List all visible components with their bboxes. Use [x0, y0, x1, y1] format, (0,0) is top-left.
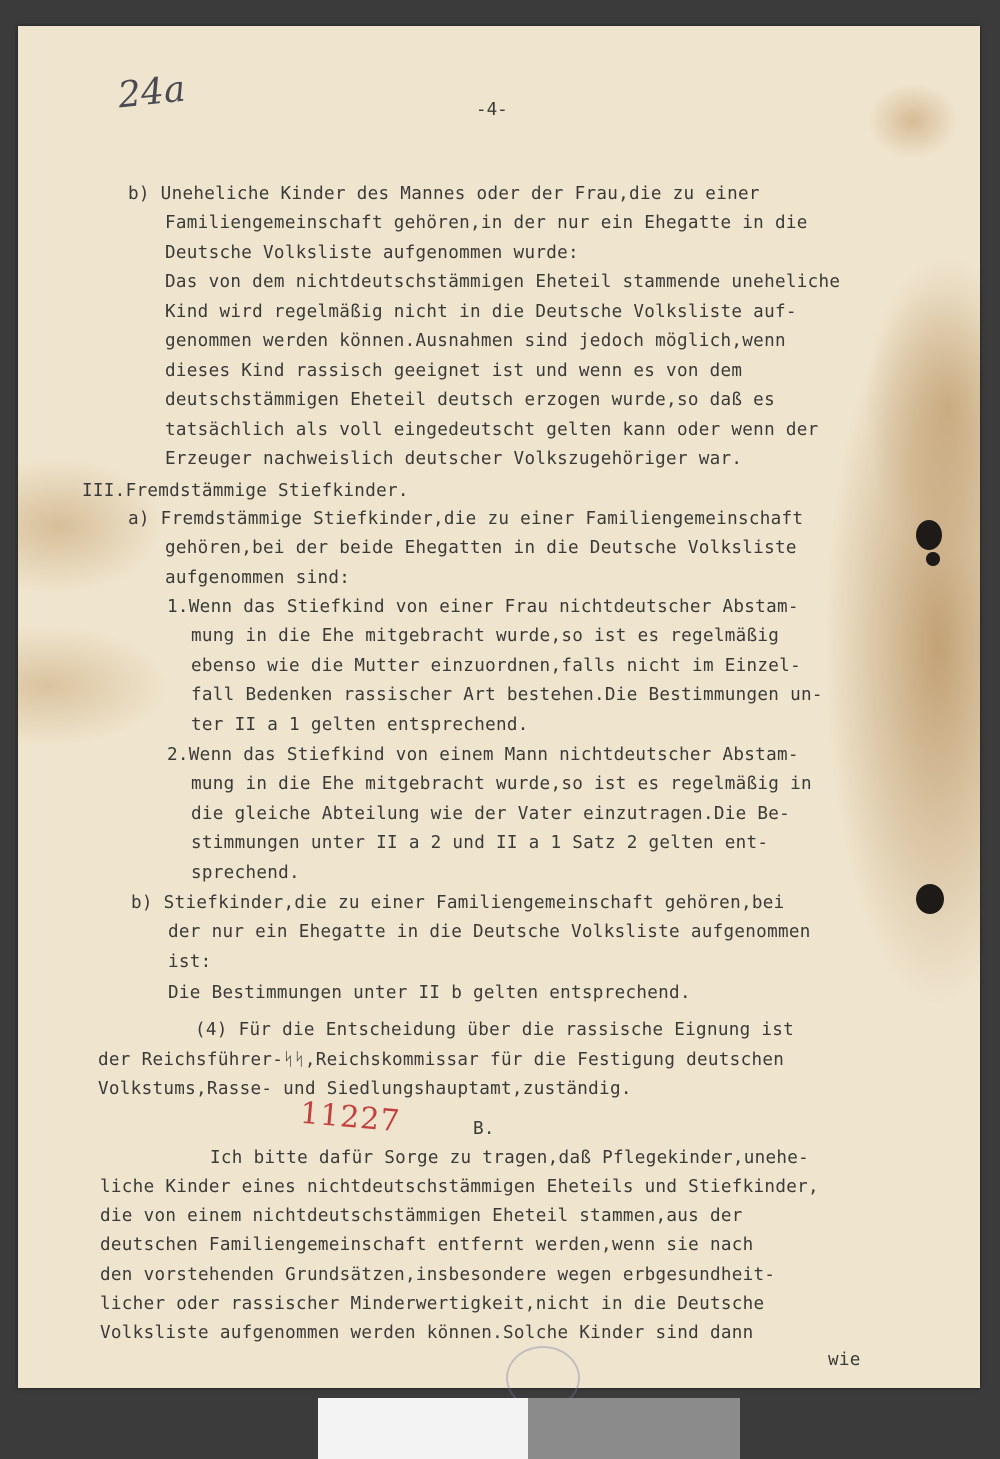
- text-line: Kind wird regelmäßig nicht in die Deutsche Volksliste auf-: [165, 302, 797, 322]
- text-line: Volksliste aufgenommen werden können.Solche Kinder sind dann: [100, 1323, 754, 1343]
- text-line: mung in die Ehe mitgebracht wurde,so ist es regelmäßig in: [191, 774, 812, 794]
- archive-stamp-number: 11227: [298, 1095, 402, 1140]
- text-line: 1.Wenn das Stiefkind von einer Frau nichtdeutscher Abstam-: [167, 597, 799, 617]
- text-line: liche Kinder eines nichtdeutschstämmigen Eheteils und Stiefkinder,: [100, 1177, 819, 1197]
- text-line: III.Fremdstämmige Stiefkinder.: [82, 481, 409, 501]
- text-line: wie: [828, 1350, 861, 1370]
- text-line: mung in die Ehe mitgebracht wurde,so ist es regelmäßig: [191, 626, 780, 646]
- archive-label: [318, 1398, 528, 1459]
- text-line: dieses Kind rassisch geeignet ist und wenn es von dem: [165, 361, 743, 381]
- text-line: (4) Für die Entscheidung über die rassische Eignung ist: [195, 1020, 795, 1040]
- text-line: 2.Wenn das Stiefkind von einem Mann nichtdeutscher Abstam-: [167, 745, 799, 765]
- page-number: -4-: [476, 100, 508, 120]
- text-line: genommen werden können.Ausnahmen sind jedoch möglich,wenn: [165, 331, 786, 351]
- text-line: sprechend.: [191, 863, 300, 883]
- text-line: den vorstehenden Grundsätzen,insbesondere wegen erbgesundheit-: [100, 1265, 776, 1285]
- text-line: Erzeuger nachweislich deutscher Volkszugehöriger war.: [165, 449, 743, 469]
- punch-hole-middle: [926, 552, 940, 566]
- text-line: stimmungen unter II a 2 und II a 1 Satz 2 gelten ent-: [191, 833, 769, 853]
- text-line: gehören,bei der beide Ehegatten in die Deutsche Volksliste: [165, 538, 797, 558]
- text-line: Familiengemeinschaft gehören,in der nur ein Ehegatte in die: [165, 213, 808, 233]
- scan-calibration-strip: [528, 1398, 740, 1459]
- text-line: B.: [473, 1119, 495, 1139]
- text-line: Volkstums,Rasse- und Siedlungshauptamt,zuständig.: [98, 1079, 632, 1099]
- text-line: b) Stiefkinder,die zu einer Familiengemeinschaft gehören,bei: [131, 893, 785, 913]
- text-line: der nur ein Ehegatte in die Deutsche Volksliste aufgenommen: [168, 922, 811, 942]
- punch-hole-bottom: [916, 884, 944, 914]
- text-line: Ich bitte dafür Sorge zu tragen,daß Pflegekinder,unehe-: [210, 1148, 810, 1168]
- text-line: ter II a 1 gelten entsprechend.: [191, 715, 529, 735]
- text-line: Deutsche Volksliste aufgenommen wurde:: [165, 243, 579, 263]
- text-line: der Reichsführer-ᛋᛋ,Reichskommissar für die Festigung deutschen: [98, 1050, 785, 1070]
- text-line: a) Fremdstämmige Stiefkinder,die zu einer Familiengemeinschaft: [128, 509, 804, 529]
- text-line: Das von dem nichtdeutschstämmigen Eheteil stammende uneheliche: [165, 272, 841, 292]
- text-line: deutschen Familiengemeinschaft entfernt werden,wenn sie nach: [100, 1235, 754, 1255]
- text-line: Die Bestimmungen unter II b gelten entsprechend.: [168, 983, 691, 1003]
- text-line: ebenso wie die Mutter einzuordnen,falls nicht im Einzel-: [191, 656, 801, 676]
- punch-hole-top: [916, 520, 942, 550]
- text-line: b) Uneheliche Kinder des Mannes oder der Frau,die zu einer: [128, 184, 760, 204]
- text-line: fall Bedenken rassischer Art bestehen.Die Bestimmungen un-: [191, 685, 823, 705]
- text-line: aufgenommen sind:: [165, 568, 351, 588]
- text-line: die von einem nichtdeutschstämmigen Eheteil stammen,aus der: [100, 1206, 743, 1226]
- text-line: tatsächlich als voll eingedeutscht gelten kann oder wenn der: [165, 420, 819, 440]
- text-line: licher oder rassischer Minderwertigkeit,nicht in die Deutsche: [100, 1294, 765, 1314]
- text-line: deutschstämmigen Eheteil deutsch erzogen wurde,so daß es: [165, 390, 775, 410]
- margin-note: 24a: [116, 68, 188, 117]
- text-line: ist:: [168, 952, 212, 972]
- text-line: die gleiche Abteilung wie der Vater einzutragen.Die Be-: [191, 804, 791, 824]
